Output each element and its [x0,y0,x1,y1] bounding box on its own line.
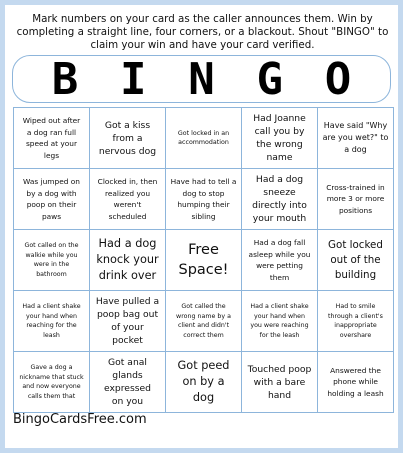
cell-text: Free Space! [178,242,229,278]
bingo-cell[interactable] [90,108,166,169]
cell-text: Got a kiss from a nervous dog [98,119,157,157]
cell-text: Gave a dog a nickname that stuck and now everyone calls them that [19,364,84,400]
bingo-grid [13,107,394,413]
cell-text: Answered the phone while holding a leash [327,365,384,398]
cell-text: Had to smile through a client's inappropriate overshare [328,303,383,339]
bingo-cell[interactable] [14,352,90,413]
bingo-cell[interactable] [318,108,394,169]
bingo-cell[interactable] [90,352,166,413]
cell-text: Had Joanne call you by the wrong name [253,113,306,163]
cell-text: Clocked in, then realized you weren't scheduled [97,177,158,221]
header-letter-o: O [324,53,352,105]
instructions-text: Mark numbers on your card as the caller announces them. Win by completing a straight line, four corners, or a blackout. Shout "BINGO" to claim your win and have your card verified. [16,13,389,51]
cell-text: Got anal glands expressed on you [103,357,152,407]
cell-text: Was jumped on by a dog with poop on their paws [23,177,80,221]
bingo-cell[interactable] [90,230,166,291]
bingo-header [12,55,391,103]
bingo-cell[interactable] [242,169,318,230]
bingo-cell[interactable] [166,352,242,413]
bingo-cell[interactable] [242,230,318,291]
header-letter-g: G [256,53,283,105]
bingo-cell[interactable] [242,108,318,169]
cell-text: Got locked out of the building [328,238,383,281]
bingo-cell[interactable] [14,291,90,352]
bingo-cell[interactable] [318,291,394,352]
cell-text: Had a dog knock your drink over [96,237,159,282]
bingo-cell[interactable] [14,108,90,169]
bingo-cell[interactable] [90,291,166,352]
bingo-cell[interactable] [14,230,90,291]
cell-text: Have had to tell a dog to stop humping their sibling [170,177,237,221]
cell-text: Got called on the walkie while you were in the bathroom [24,242,79,278]
bingo-cell[interactable] [90,169,166,230]
cell-text: Touched poop with a bare hand [247,363,312,401]
cell-text: Have pulled a poop bag out of your pocket [95,296,160,346]
cell-text: Had a client shake your hand when reaching for the leash [22,303,81,339]
cell-text: Had a dog sneeze directly into your mouth [252,174,307,224]
bingo-cell[interactable] [242,352,318,413]
bingo-cell[interactable] [14,169,90,230]
header-letter-n: N [188,53,215,105]
cell-text: Had a dog fall asleep while you were petting them [248,238,311,282]
bingo-cell[interactable] [242,291,318,352]
cell-text: Have said "Why are you wet?" to a dog [322,121,389,154]
footer-website-link[interactable]: BingoCardsFree.com [13,412,147,427]
bingo-cell[interactable] [318,230,394,291]
bingo-cell[interactable] [318,169,394,230]
bingo-cell[interactable] [166,291,242,352]
bingo-cell[interactable] [166,169,242,230]
cell-text: Got called the wrong name by a client and didn't correct them [176,303,231,339]
bingo-cell[interactable] [318,352,394,413]
bingo-cell-free-space[interactable] [166,230,242,291]
header-letter-b: B [51,53,79,105]
header-letter-i: I [120,53,147,105]
cell-text: Got peed on by a dog [177,359,230,404]
bingo-cell[interactable] [166,108,242,169]
cell-text: Wiped out after a dog ran full speed at your legs [22,116,81,160]
cell-text: Got locked in an accommodation [177,129,230,146]
cell-text: Cross-trained in more 3 or more positions [326,182,385,215]
cell-text: Had a client shake your hand when you were reaching for the leash [250,303,309,339]
